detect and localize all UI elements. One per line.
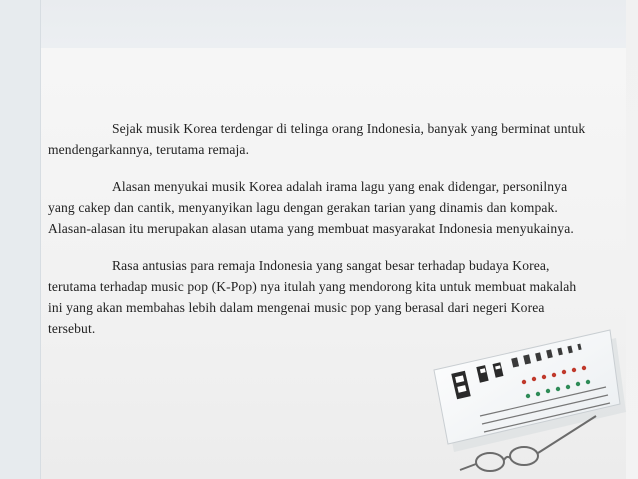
paragraph-2: Alasan menyukai musik Korea adalah irama lagu yang enak didengar, personilnya yang cakep dan cantik, menyanyikan lagu dengan gerakan tarian yang dinamis dan kompak. Alasan-alasan itu merupakan alasan utama yang membuat masyarakat Indonesia menyukainya. — [48, 179, 574, 236]
left-sidebar-edge — [40, 0, 41, 479]
left-sidebar-strip — [0, 0, 40, 479]
top-band — [0, 0, 638, 48]
paragraph-1: Sejak musik Korea terdengar di telinga orang Indonesia, banyak yang berminat untuk mendengarkannya, terutama remaja. — [48, 121, 586, 157]
paragraph-3: Rasa antusias para remaja Indonesia yang sangat besar terhadap budaya Korea, terutama terhadap music pop (K-Pop) nya itulah yang mendorong kita untuk membuat makalah ini yang akan membahas lebih dalam mengenai music pop yang berasal dari negeri Korea tersebut. — [48, 258, 577, 336]
eye-chart-with-glasses-icon — [420, 320, 630, 479]
